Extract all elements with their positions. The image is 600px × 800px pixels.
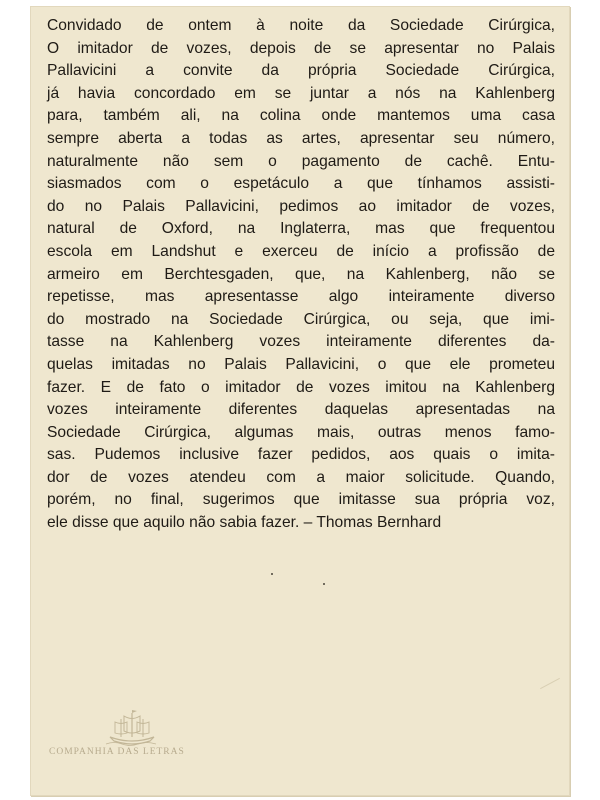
blurb-line: para, também ali, na colina onde mantemos uma casa [47, 107, 555, 125]
paper-speck [323, 583, 325, 585]
blurb-line: Convidado de ontem à noite da Sociedade Cirúrgica, [47, 17, 555, 34]
blurb-line: tasse na Kahlenberg vozes inteiramente diferentes da- [47, 333, 555, 351]
blurb-line: Pallavicini a convite da própria Sociedade Cirúrgica, [47, 62, 555, 80]
book-back-cover [30, 6, 570, 796]
paper-crease [540, 678, 560, 689]
blurb-line: naturalmente não sem o pagamento de cachê. Entu- [47, 152, 555, 170]
blurb-line: fazer. E de fato o imitador de vozes imitou na Kahlenberg [47, 378, 555, 396]
blurb-line: repetisse, mas apresentasse algo inteiramente diverso [47, 288, 555, 306]
blurb-line: vozes inteiramente diferentes daquelas apresentadas na [47, 401, 555, 419]
caravel-ship-icon [104, 707, 160, 747]
blurb-line: siasmados com o espetáculo a que tínhamos assisti- [47, 175, 555, 193]
blurb-line: Sociedade Cirúrgica, algumas mais, outras menos famo- [47, 423, 555, 441]
publisher-logo [49, 707, 219, 767]
blurb-line: O imitador de vozes, depois de se apresentar no Palais [47, 39, 555, 57]
blurb-line: escola em Landshut e exerceu de início a profissão de [47, 242, 555, 260]
blurb-text [47, 15, 555, 535]
blurb-line: do no Palais Pallavicini, pedimos ao imitador de vozes, [47, 197, 555, 215]
blurb-line: quelas imitadas no Palais Pallavicini, o que ele prometeu [47, 355, 555, 373]
blurb-line: sempre aberta a todas as artes, apresentar seu número, [47, 129, 555, 147]
blurb-line: dor de vozes atendeu com a maior solicitude. Quando, [47, 468, 555, 486]
blurb-line: já havia concordado em se juntar a nós na Kahlenberg [47, 84, 555, 102]
blurb-line: sas. Pudemos inclusive fazer pedidos, aos quais o imita- [47, 446, 555, 464]
blurb-line: natural de Oxford, na Inglaterra, mas que frequentou [47, 220, 555, 238]
blurb-line: armeiro em Berchtesgaden, que, na Kahlenberg, não se [47, 265, 555, 283]
publisher-wordmark: COMPANHIA DAS LETRAS [49, 747, 185, 757]
blurb-line-attribution: ele disse que aquilo não sabia fazer. – Thomas Bernhard [47, 514, 442, 532]
blurb-line: do mostrado na Sociedade Cirúrgica, ou seja, que imi- [47, 310, 555, 328]
blurb-line: porém, no final, sugerimos que imitasse sua própria voz, [47, 491, 555, 509]
paper-speck [271, 573, 273, 575]
